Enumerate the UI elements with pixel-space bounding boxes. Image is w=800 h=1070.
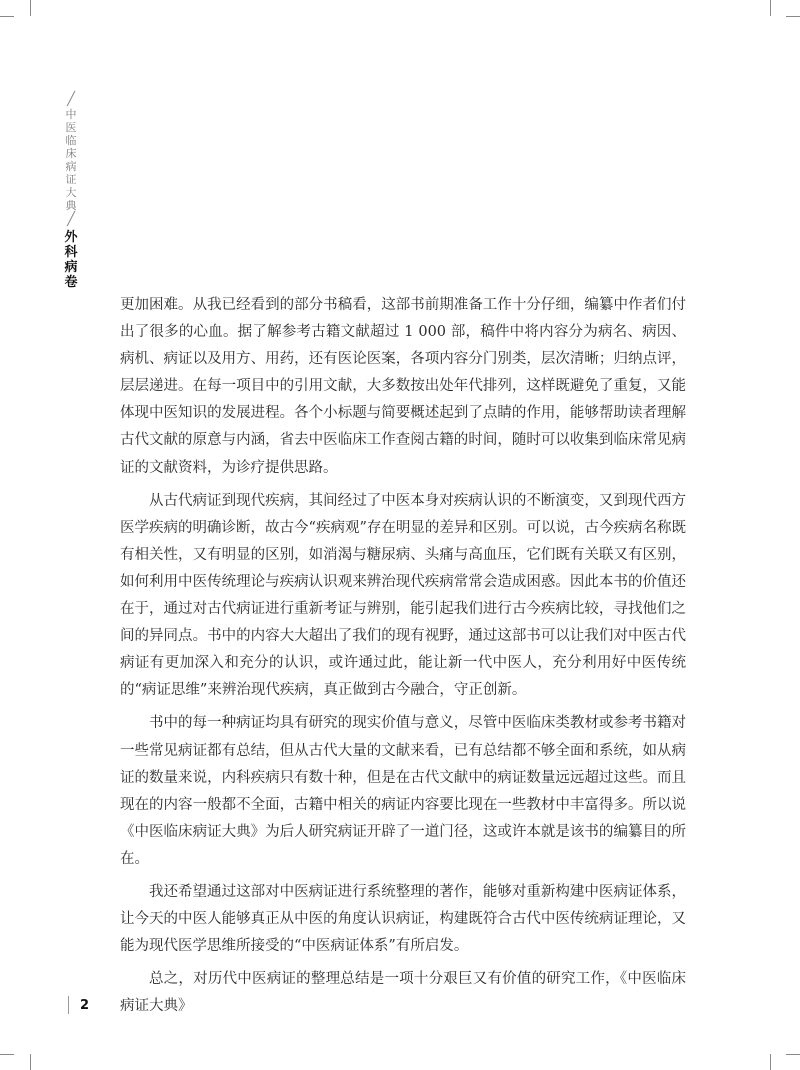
running-head-divider: ╱ [67, 212, 75, 227]
paragraph: 书中的每一种病证均具有研究的现实价值与意义，尽管中医临床类教材或参考书籍对一些常见病证都有总结，但从古代大量的文献来看，已有总结都不够全面和系统，如从病证的数量来说，内科疾病只有数十种，但是在古代文献中的病证数量远远超过这些。而且现在的内容一般都不全面，古籍中相关的病证内容要比现在一些教材中丰富得多。所以说《中医临床病证大典》为后人研究病证开辟了一道门径，这或许本就是该书的编纂目的所在。 [120, 715, 686, 867]
crop-mark-top-right-v [770, 0, 771, 16]
crop-mark-top-left-h [0, 16, 14, 17]
crop-mark-bottom-right-h [786, 1054, 800, 1055]
crop-mark-top-left-v [30, 0, 31, 16]
running-head-divider: ╱ [67, 92, 75, 107]
folio-divider [68, 996, 69, 1014]
crop-mark-bottom-left-v [30, 1054, 31, 1070]
page-number: 2 [80, 998, 90, 1013]
crop-mark-bottom-right-v [770, 1054, 771, 1070]
page-body [120, 292, 686, 1020]
series-title: 中医临床病证大典 [65, 108, 77, 212]
paragraph: 我还希望通过这部对中医病证进行系统整理的著作，能够对重新构建中医病证体系，让今天的中医人能够真正从中医的角度认识病证，构建既符合古代中医传统病证理论，又能为现代医学思维所接受的“中医病证体系”有所启发。 [120, 883, 686, 955]
crop-mark-top-right-h [786, 16, 800, 17]
running-head [61, 92, 81, 290]
paragraph: 总之，对历代中医病证的整理总结是一项十分艰巨又有价值的研究工作，《中医临床病证大典》 [120, 971, 686, 1015]
crop-mark-bottom-left-h [0, 1054, 14, 1055]
paragraph-continued: 更加困难。从我已经看到的部分书稿看，这部书前期准备工作十分仔细，编纂中作者们付出了很多的心血。据了解参考古籍文献超过 1 000 部，稿件中将内容分为病名、病因、病机、病证以及用方、用药，还有医论医案，各项内容分门别类，层次清晰；归纳点评，层层递进。在每一项目中的引用文献，大多数按出处年代排列，这样既避免了重复，又能体现中医知识的发展进程。各个小标题与简要概述起到了点睛的作用，能够帮助读者理解古代文献的原意与内涵，省去中医临床工作查阅古籍的时间，随时可以收集到临床常见病证的文献资料，为诊疗提供思路。 [120, 297, 686, 476]
paragraph: 从古代病证到现代疾病，其间经过了中医本身对疾病认识的不断演变，又到现代西方医学疾病的明确诊断，故古今“疾病观”存在明显的差异和区别。可以说，古今疾病名称既有相关性，又有明显的区别，如消渴与糖尿病、头痛与高血压，它们既有关联又有区别，如何利用中医传统理论与疾病认识观来辨治现代疾病常常会造成困惑。因此本书的价值还在于，通过对古代病证进行重新考证与辨别，能引起我们进行古今疾病比较，寻找他们之间的异同点。书中的内容大大超出了我们的现有视野，通过这部书可以让我们对中医古代病证有更加深入和充分的认识，或许通过此，能让新一代中医人，充分利用好中医传统的“病证思维”来辨治现代疾病，真正做到古今融合，守正创新。 [120, 492, 686, 699]
volume-title: 外科病卷 [64, 230, 78, 290]
